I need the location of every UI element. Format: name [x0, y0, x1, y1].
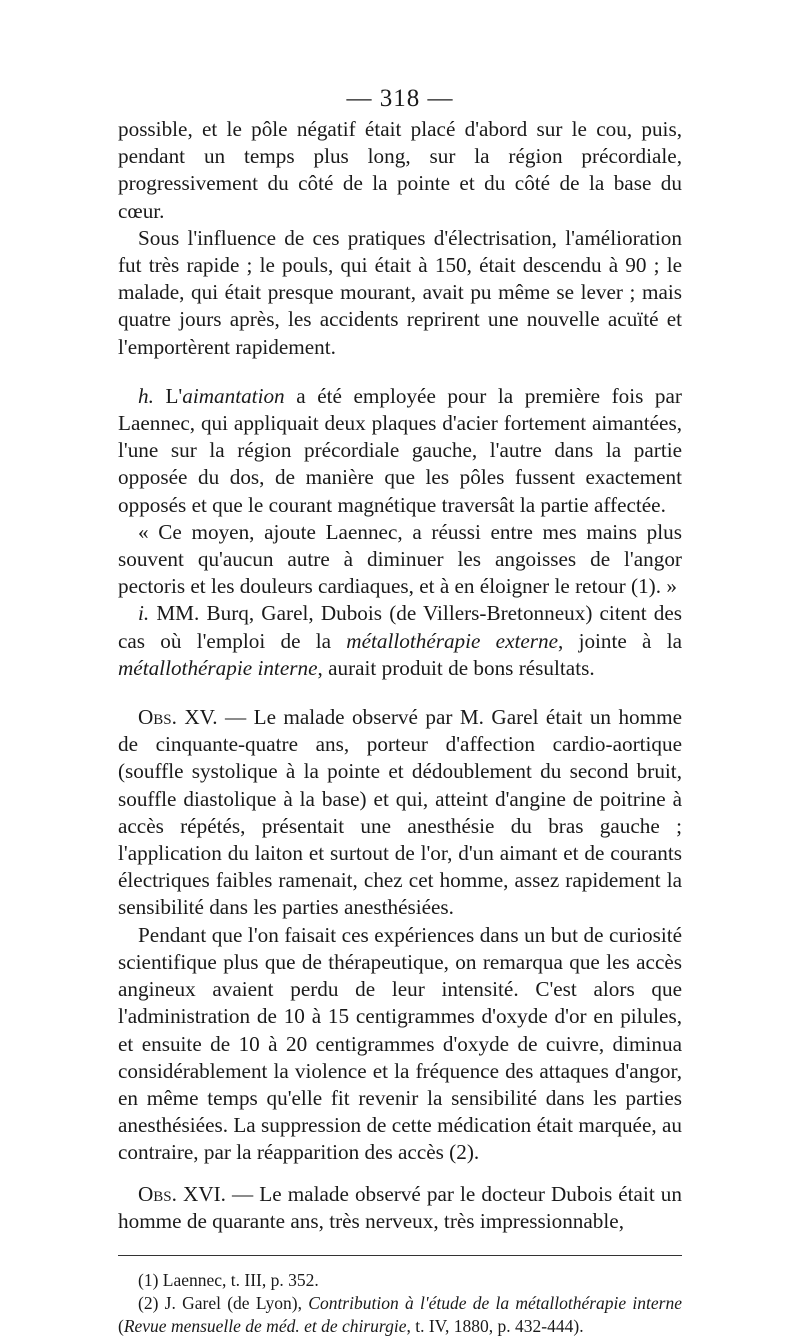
paragraph-obs-xv: [118, 704, 682, 922]
page-number: — 318 —: [346, 85, 454, 112]
metallo-text-c: , aurait produit de bons résultats.: [317, 655, 595, 680]
term-aimantation: aimantation: [182, 383, 285, 408]
footnote-ref-1: (1). »: [625, 574, 677, 599]
paragraph-laennec-quote: [118, 519, 682, 601]
footnote-rule: [118, 1255, 682, 1257]
footnote-2: [118, 1292, 682, 1338]
footnote-2-middle: (: [118, 1315, 124, 1336]
footnote-2-suffix: , t. IV, 1880, p. 432-444).: [406, 1315, 584, 1336]
term-metallotherapie-externe: métallothérapie externe: [346, 628, 559, 653]
paragraph-electrisation-result: Sous l'influence de ces pratiques d'électrisation, l'amélioration fut très rapide ; le pouls, qui était à 150, était descendu à 90 ; le malade, qui était presque mourant, avait pu même se lever ; mais quatre jours après, les accidents reprirent une nouvelle acuïté et l'emportèrent rapidement.: [118, 225, 682, 359]
metallo-text-a: MM. Burq, Garel, Dubois (de Villers-Bretonneux) citent des cas où l'emploi de la: [118, 601, 682, 653]
footnotes: [118, 1269, 682, 1338]
footnote-2-title: Contribution à l'étude de la métallothérapie interne: [308, 1292, 682, 1313]
book-page: [118, 84, 682, 1338]
footnote-1: (1) Laennec, t. III, p. 352.: [138, 1269, 319, 1290]
footnote-2-prefix: (2) J. Garel (de Lyon),: [138, 1292, 309, 1313]
paragraph-continuation: possible, et le pôle négatif était placé d'abord sur le cou, puis, pendant un temps plus long, sur la région précordiale, progressivement du côté de la pointe et du côté de la base du cœur.: [118, 117, 682, 223]
quote-text: « Ce moyen, ajoute Laennec, a réussi entre mes mains plus souvent qu'aucun autre à diminuer les angoisses de l'angor pectoris et les douleurs cardiaques, et à en éloigner le retour: [118, 519, 682, 599]
aimantation-text: a été employée pour la première fois par Laennec, qui appliquait deux plaques d'acier fortement aimantées, l'une sur la région précordiale gauche, l'autre dans la partie opposée du dos, de manière que les pôles fussent exactement opposés et que le courant magnétique traversât la partie affectée.: [118, 383, 682, 517]
paragraph-metallotherapie: [118, 600, 682, 682]
footnote-2-journal: Revue mensuelle de méd. et de chirurgie: [123, 1315, 407, 1336]
paragraph-aimantation: [118, 383, 682, 519]
paragraph-obs-xv-continued: Pendant que l'on faisait ces expériences dans un but de curiosité scientifique plus que de thérapeutique, on remarqua que les accès angineux avaient perdu de leur intensité. C'est alors que l'administration de 10 à 15 centigrammes d'oxyde d'or en pilules, et ensuite de 10 à 20 centigrammes d'oxyde de cuivre, diminua considérablement la violence et la fréquence des attaques d'angor, en même temps qu'elle fit revenir la sensibilité dans les parties anesthésiées. La suppression de cette médication était marquée, au contraire, par la réapparition des accès (2).: [118, 922, 682, 1165]
article: L': [165, 383, 183, 408]
term-metallotherapie-interne: métallothérapie interne: [118, 655, 318, 680]
metallo-text-b: , jointe à la: [558, 628, 682, 653]
section-marker-h: h.: [138, 383, 154, 408]
obs-xv-text: — Le malade observé par M. Garel était un homme de cinquante-quatre ans, porteur d'affection cardio-aortique (souffle systolique à la pointe et dédoublement du second bruit, souffle diastolique à la base) et qui, atteint d'angine de poitrine à accès répétés, présentait une anesthésie du bras gauche ; l'application du laiton et surtout de l'or, d'un aimant et de courants électriques faibles ramenait, chez cet homme, assez rapidement la sensibilité dans les parties anesthésiées.: [118, 705, 682, 920]
obs-xvi-label: Obs. XVI.: [138, 1181, 226, 1206]
obs-xvi-text: — Le malade observé par le docteur Dubois était un homme de quarante ans, très nerveux, très impressionnable,: [118, 1181, 682, 1233]
section-marker-i: i.: [138, 601, 150, 626]
obs-xv-label: Obs. XV.: [138, 705, 218, 730]
paragraph-obs-xvi: [118, 1181, 682, 1235]
